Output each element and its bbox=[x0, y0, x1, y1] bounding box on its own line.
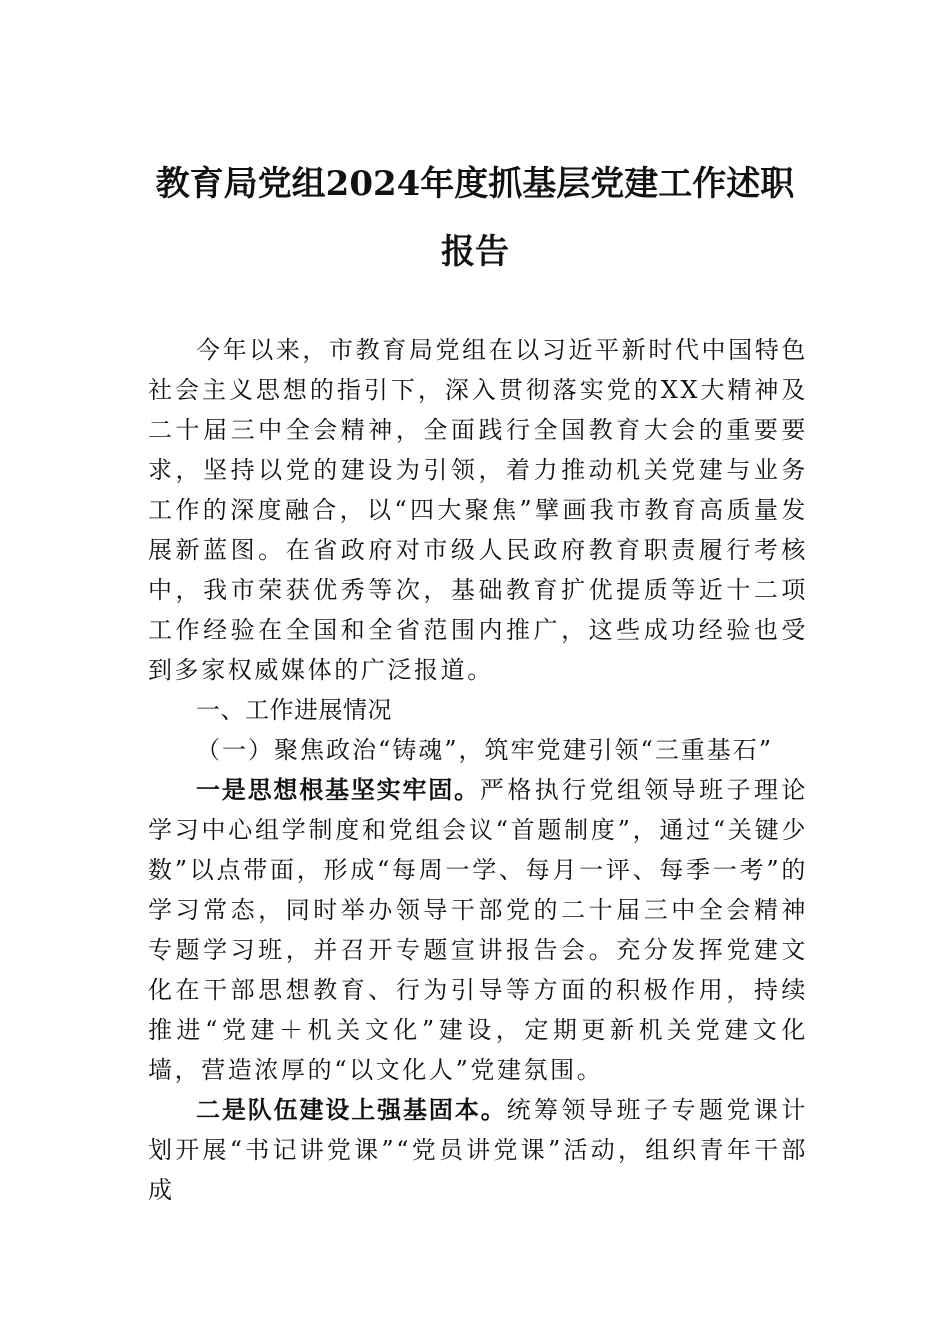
intro-paragraph: 今年以来，市教育局党组在以习近平新时代中国特色社会主义思想的指引下，深入贯彻落实党的XX大精神及二十届三中全会精神，全面践行全国教育大会的重要要求，坚持以党的建设为引领，着力推动机关党建与业务工作的深度融合，以“四大聚焦”擘画我市教育高质量发展新蓝图。在省政府对市级人民政府教育职责履行考核中，我市荣获优秀等次，基础教育扩优提质等近十二项工作经验在全国和全省范围内推广，这些成功经验也受到多家权威媒体的广泛报道。 bbox=[148, 336, 808, 684]
document-title: 教育局党组2024年度抓基层党建工作述职 bbox=[155, 164, 795, 204]
point-lead-2: 二是队伍建设上强基固本。 bbox=[196, 1096, 507, 1124]
point-lead-1: 一是思想根基坚实牢固。 bbox=[196, 776, 480, 804]
point-paragraph-1 bbox=[148, 770, 808, 1090]
section-heading: 一、工作进展情况 bbox=[196, 696, 392, 724]
point-text-2: 统筹领导班子专题党课计划开展“书记讲党课”“党员讲党课”活动，组织青年干部成 bbox=[148, 1096, 808, 1204]
document-body bbox=[148, 330, 808, 1210]
point-text-1: 严格执行党组领导班子理论学习中心组学制度和党组会议“首题制度”，通过“关键少数”以点带面，形成“每周一学、每月一评、每季一考”的学习常态，同时举办领导干部党的二十届三中全会精神专题学习班，并召开专题宣讲报告会。充分发挥党建文化在干部思想教育、行为引导等方面的积极作用，持续推进“党建＋机关文化”建设，定期更新机关党建文化墙，营造浓厚的“以文化人”党建氛围。 bbox=[148, 776, 809, 1084]
point-paragraph-2 bbox=[148, 1090, 808, 1210]
subsection-heading: （一）聚焦政治“铸魂”，筑牢党建引领“三重基石” bbox=[196, 736, 774, 764]
document-title-continued: 报告 bbox=[441, 232, 509, 272]
